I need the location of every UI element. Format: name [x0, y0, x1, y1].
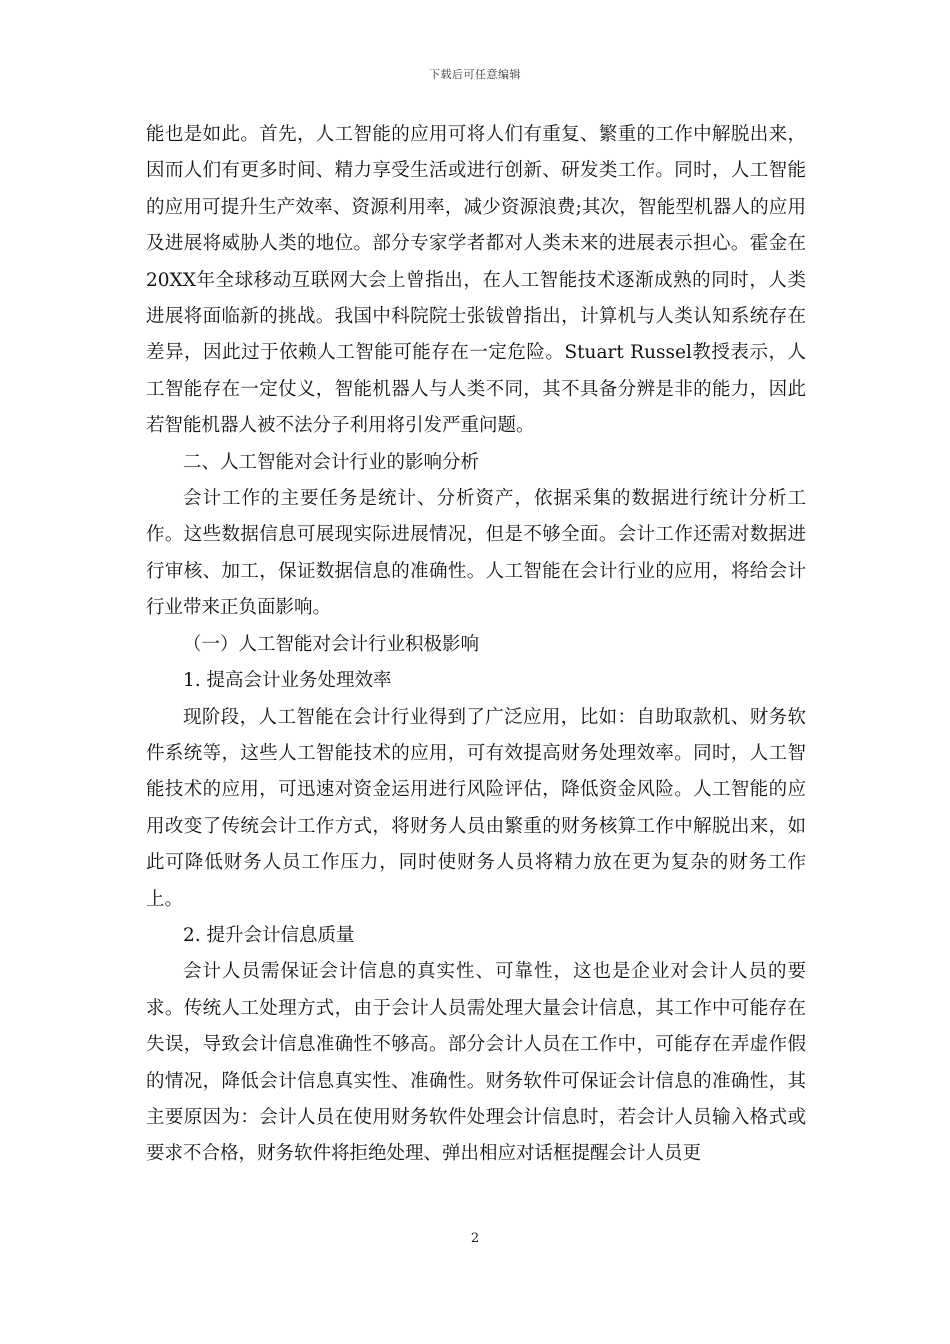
page-number: 2	[470, 1231, 480, 1246]
body-paragraph: 能也是如此。首先，人工智能的应用可将人们有重复、繁重的工作中解脱出来，因而人们有更多时间、精力享受生活或进行创新、研发类工作。同时，人工智能的应用可提升生产效率、资源利用率，减少资源浪费;其次，智能型机器人的应用及进展将威胁人类的地位。部分专家学者都对人类未来的进展表示担心。霍金在20XX年全球移动互联网大会上曾指出，在人工智能技术逐渐成熟的同时，人类进展将面临新的挑战。我国中科院院士张钹曾指出，计算机与人类认知系统存在差异，因此过于依赖人工智能可能存在一定危险。Stuart Russel教授表示，人工智能存在一定仗义，智能机器人与人类不同，其不具备分辨是非的能力，因此若智能机器人被不法分子利用将引发严重问题。	[146, 124, 806, 437]
document-body	[146, 117, 806, 1173]
section-heading: 二、人工智能对会计行业的影响分析	[183, 451, 480, 473]
body-paragraph: 会计工作的主要任务是统计、分析资产，依据采集的数据进行统计分析工作。这些数据信息可展现实际进展情况，但是不够全面。会计工作还需对数据进行审核、加工，保证数据信息的准确性。人工智能在会计行业的应用，将给会计行业带来正负面影响。	[146, 488, 806, 619]
subsection-heading: （一）人工智能对会计行业积极影响	[183, 633, 480, 655]
numbered-heading: 2. 提升会计信息质量	[183, 924, 355, 946]
body-paragraph: 现阶段，人工智能在会计行业得到了广泛应用，比如：自助取款机、财务软件系统等，这些人工智能技术的应用，可有效提高财务处理效率。同时，人工智能技术的应用，可迅速对资金运用进行风险评估，降低资金风险。人工智能的应用改变了传统会计工作方式，将财务人员由繁重的财务核算工作中解脱出来，如此可降低财务人员工作压力，同时使财务人员将精力放在更为复杂的财务工作上。	[146, 706, 806, 910]
body-paragraph: 会计人员需保证会计信息的真实性、可靠性，这也是企业对会计人员的要求。传统人工处理方式，由于会计人员需处理大量会计信息，其工作中可能存在失误，导致会计信息准确性不够高。部分会计人员在工作中，可能存在弄虚作假的情况，降低会计信息真实性、准确性。财务软件可保证会计信息的准确性，其主要原因为：会计人员在使用财务软件处理会计信息时，若会计人员输入格式或要求不合格，财务软件将拒绝处理、弹出相应对话框提醒会计人员更	[146, 961, 806, 1165]
numbered-heading: 1. 提高会计业务处理效率	[183, 670, 392, 692]
page-header: 下载后可任意编辑	[429, 68, 521, 81]
